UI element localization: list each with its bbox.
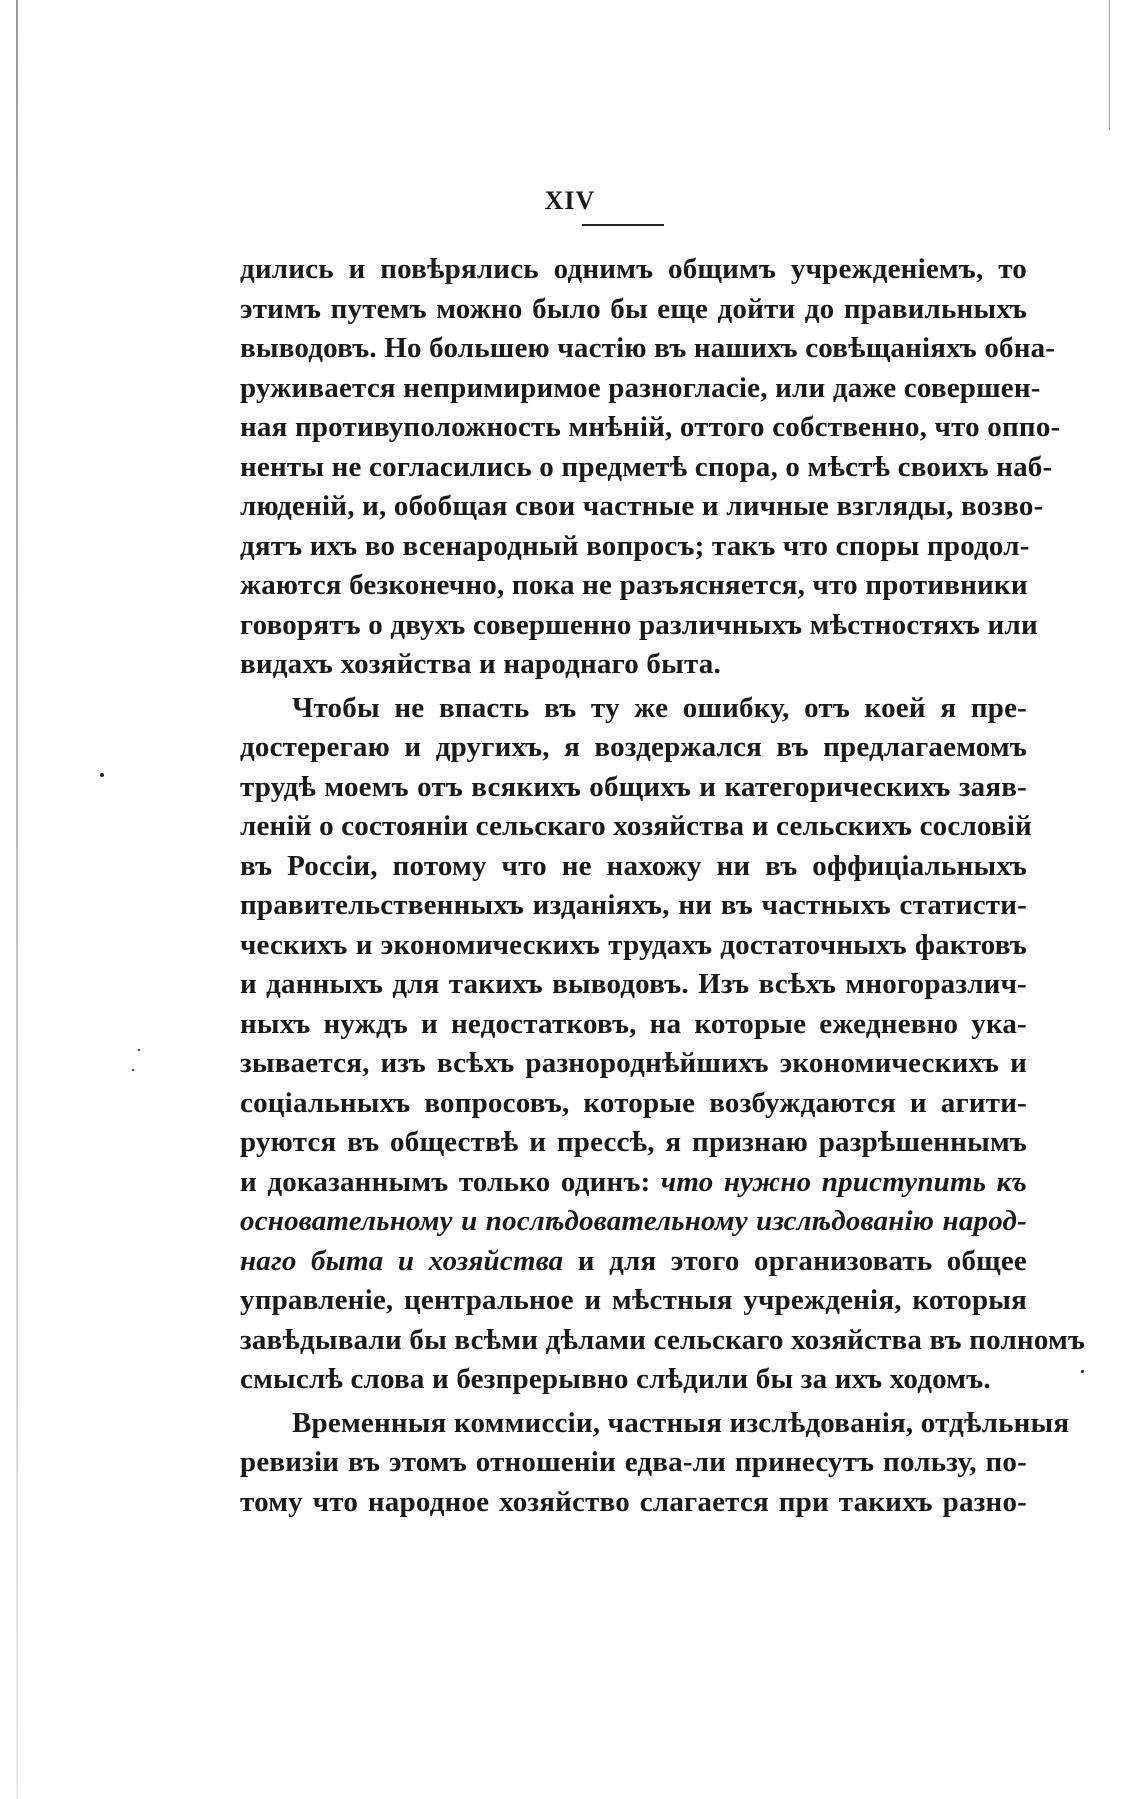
left-margin-scan-edge (16, 0, 18, 1799)
text-line: людeній, и, обобщая свои частные и личные взгляды, возво- (240, 490, 1044, 522)
text-line: ныхъ нуждъ и недостатковъ, на которые ежедневно ука- (240, 1007, 1027, 1040)
text-line: достерегаю и другихъ, я воздержался въ предлагаемомъ (240, 731, 1027, 763)
text-line: зывается, изъ всѣхъ разнороднѣйшихъ экономическихъ и (240, 1047, 1027, 1079)
text-line: ческихъ и экономическихъ трудахъ достаточныхъ фактовъ (240, 928, 1027, 961)
text-line-mixed (240, 1242, 1027, 1282)
text-line: руются въ обществѣ и прессѣ, я признаю разрѣшеннымъ (240, 1126, 1027, 1158)
text-span: и для этого организовать общее (577, 1244, 1028, 1277)
text-line: правительственныхъ изданіяхъ, ни въ частныхъ статисти- (240, 889, 1027, 921)
text-line: этимъ путемъ можно было бы еще дойти до правильныхъ (240, 292, 1027, 325)
ink-speck (1081, 1370, 1084, 1373)
text-line: жаются безконечно, пока не разъясняется, что противники (240, 569, 1028, 601)
right-margin-scan-edge (1109, 0, 1110, 130)
text-line: говорятъ о двухъ совершенно различныхъ мѣстностяхъ или (240, 608, 1038, 641)
italic-span: что нужно приступить къ (660, 1165, 1028, 1198)
text-line: дились и повѣрялись однимъ общимъ учрежденіемъ, то (240, 253, 1027, 285)
text-line: смыслѣ слова и безпрерывно слѣдили бы за ихъ ходомъ. (240, 1363, 991, 1395)
text-line: управленіе, центральное и мѣстныя учрежденія, которыя (240, 1284, 1027, 1316)
ink-speck (100, 773, 104, 777)
text-line: соціальныхъ вопросовъ, которые возбуждаются и агити- (240, 1086, 1027, 1119)
text-line: ная противуположность мнѣній, оттого собственно, что оппо- (240, 411, 1061, 443)
text-line: ненты не согласились о предметѣ спора, о мѣстѣ своихъ наб- (240, 450, 1053, 483)
text-line: тому что народное хозяйство слагается при такихъ разно- (240, 1485, 1027, 1518)
text-line-mixed (240, 1163, 1027, 1203)
text-line-italic (240, 1202, 1027, 1242)
text-line: и данныхъ для такихъ выводовъ. Изъ всѣхъ многоразлич- (240, 968, 1027, 1000)
text-span: и доказаннымъ только одинъ: (240, 1165, 651, 1198)
text-line: Чтобы не впасть въ ту же ошибку, отъ коей я пре- (292, 691, 1027, 724)
page-number: XIV (544, 186, 596, 215)
header-rule (582, 224, 664, 226)
text-line: дятъ ихъ во всенародный вопросъ; такъ что споры продол- (240, 529, 1030, 562)
italic-span: наго быта и хозяйства (240, 1244, 564, 1277)
text-line: видахъ хозяйства и народнаго быта. (240, 648, 721, 680)
text-line: завѣдывали бы всѣми дѣлами сельскаго хозяйства въ полномъ (240, 1323, 1086, 1356)
body-text (240, 250, 1086, 1522)
text-line: въ Россіи, потому что не нахожу ни въ оффиціальныхъ (240, 849, 1027, 882)
ink-speck (132, 1069, 134, 1071)
text-line: руживается непримиримое разногласіе, или даже совершен- (240, 371, 1041, 404)
text-line: леній о состояніи сельскаго хозяйства и сельскихъ сословій (240, 810, 1032, 842)
italic-span: основательному и послѣдовательному изслѣдованію народ- (240, 1205, 1027, 1237)
text-line: Временныя коммиссіи, частныя изслѣдованія, отдѣльныя (292, 1406, 1070, 1439)
text-line: ревизіи въ этомъ отношеніи едва-ли принесутъ пользу, по- (240, 1446, 1027, 1478)
text-line: трудѣ моемъ отъ всякихъ общихъ и категорическихъ заяв- (240, 770, 1027, 803)
ink-speck (138, 1049, 140, 1051)
text-line: выводовъ. Но большею частію въ нашихъ совѣщаніяхъ обна- (240, 332, 1056, 364)
